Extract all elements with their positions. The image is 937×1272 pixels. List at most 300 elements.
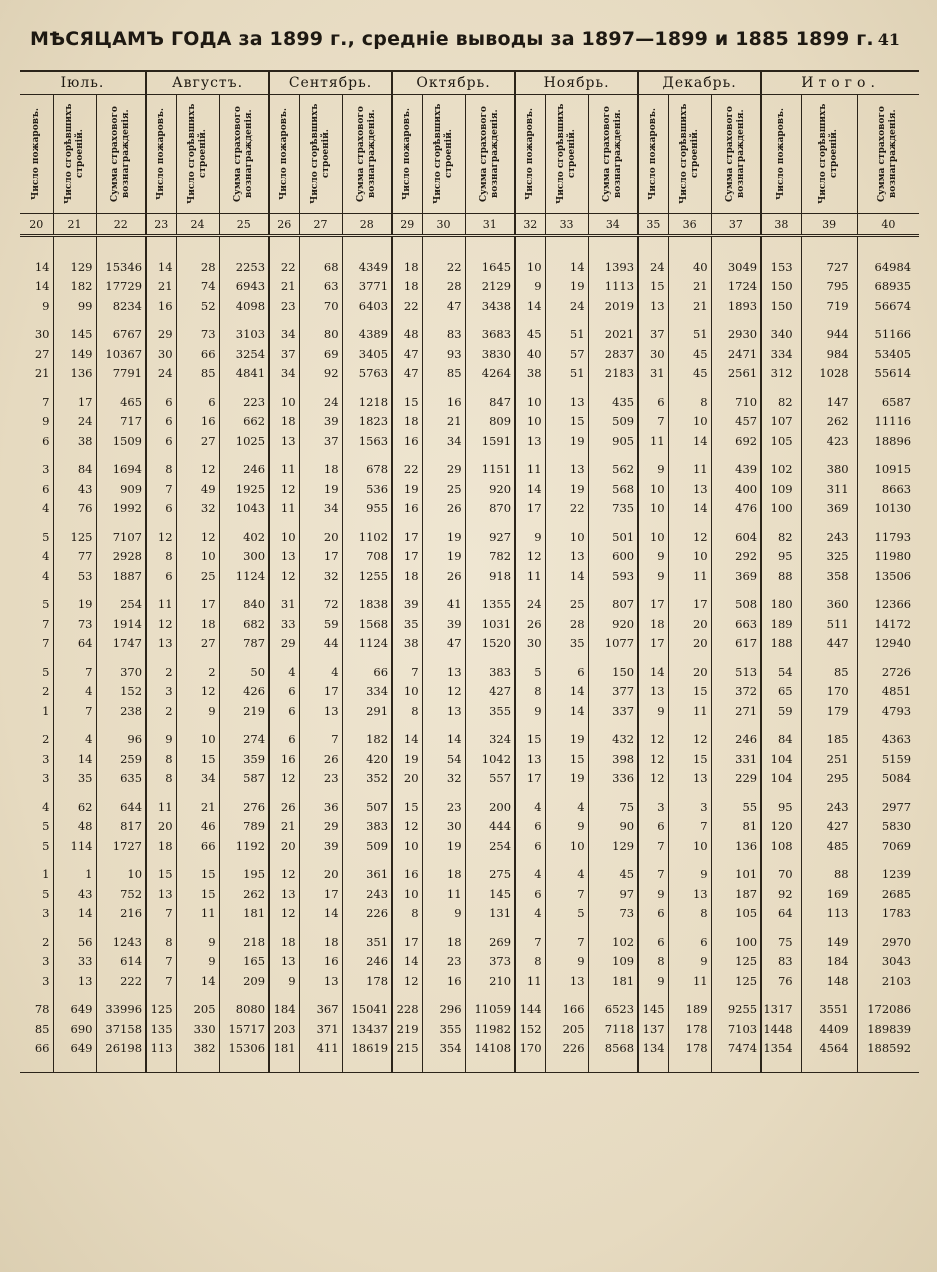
table-cell: 182 <box>53 277 96 297</box>
table-cell: 269 <box>465 932 515 952</box>
table-row <box>20 730 919 750</box>
column-header <box>219 95 269 214</box>
table-cell: 149 <box>801 932 857 952</box>
table-cell: 2471 <box>711 344 761 364</box>
table-cell: 99 <box>53 296 96 316</box>
table-cell: 1355 <box>465 595 515 615</box>
column-header <box>588 95 638 214</box>
table-cell: 355 <box>422 1019 465 1039</box>
table-cell: 12 <box>146 527 176 547</box>
table-cell: 787 <box>219 634 269 654</box>
table-cell: 3771 <box>342 277 392 297</box>
spacer-row <box>20 1058 919 1073</box>
table-cell: 35 <box>392 614 422 634</box>
table-cell: 4 <box>299 662 342 682</box>
table-cell: 180 <box>761 595 801 615</box>
table-cell: 32 <box>176 499 219 519</box>
table-cell: 13 <box>269 431 299 451</box>
table-cell: 1243 <box>96 932 146 952</box>
table-cell: 2561 <box>711 364 761 384</box>
table-cell: 6 <box>269 730 299 750</box>
table-cell: 39 <box>299 412 342 432</box>
table-cell: 172086 <box>857 1000 919 1020</box>
table-cell: 354 <box>422 1039 465 1059</box>
table-cell: 13 <box>146 634 176 654</box>
table-cell: 56674 <box>857 296 919 316</box>
table-cell: 200 <box>465 797 515 817</box>
table-cell: 905 <box>588 431 638 451</box>
table-cell: 11 <box>269 499 299 519</box>
table-cell: 7 <box>299 730 342 750</box>
spacer-row <box>20 383 919 392</box>
table-row <box>20 1019 919 1039</box>
table-cell: 513 <box>711 662 761 682</box>
table-cell: 18619 <box>342 1039 392 1059</box>
table-cell: 38 <box>392 634 422 654</box>
column-header-label: Число сгорѣвшихъ строеній. <box>555 103 577 205</box>
column-header-label: Число пожаровъ. <box>524 108 535 200</box>
table-cell: 296 <box>422 1000 465 1020</box>
table-cell: 14 <box>545 257 588 277</box>
table-cell: 83 <box>422 325 465 345</box>
table-cell: 708 <box>342 547 392 567</box>
table-cell: 13 <box>638 296 668 316</box>
table-cell: 6 <box>638 392 668 412</box>
table-cell: 411 <box>299 1039 342 1059</box>
table-cell: 10 <box>668 412 711 432</box>
table-cell: 5 <box>515 662 545 682</box>
column-header-label: Число пожаровъ. <box>30 108 41 200</box>
table-cell: 57 <box>545 344 588 364</box>
spacer-row <box>20 316 919 325</box>
table-cell: 7 <box>146 904 176 924</box>
table-cell: 420 <box>342 749 392 769</box>
table-cell: 78 <box>34 1002 50 1017</box>
table-cell: 1239 <box>857 865 919 885</box>
statistics-table <box>20 70 919 1073</box>
table-cell: 53405 <box>857 344 919 364</box>
table-cell: 33 <box>53 952 96 972</box>
table-cell: 10 <box>269 527 299 547</box>
table-cell: 37 <box>299 431 342 451</box>
table-cell: 150 <box>761 296 801 316</box>
table-cell: 7 <box>392 662 422 682</box>
table-cell: 12 <box>515 547 545 567</box>
table-cell: 17 <box>392 527 422 547</box>
table-cell: 12 <box>668 730 711 750</box>
table-cell: 14172 <box>857 614 919 634</box>
table-cell: 9 <box>668 952 711 972</box>
table-cell: 10 <box>392 682 422 702</box>
table-cell: 24 <box>299 392 342 412</box>
table-cell: 15717 <box>219 1019 269 1039</box>
table-cell: 7 <box>42 616 50 631</box>
table-cell: 557 <box>465 769 515 789</box>
table-cell: 1724 <box>711 277 761 297</box>
spacer-row <box>20 991 919 1000</box>
column-number: 26 <box>269 214 299 236</box>
table-cell: 47 <box>422 296 465 316</box>
column-number: 39 <box>801 214 857 236</box>
table-cell: 1520 <box>465 634 515 654</box>
table-cell: 33 <box>269 614 299 634</box>
table-cell: 222 <box>96 971 146 991</box>
table-row <box>20 566 919 586</box>
table-cell: 35 <box>53 769 96 789</box>
table-cell: 26 <box>422 499 465 519</box>
table-cell: 28 <box>422 277 465 297</box>
table-cell: 334 <box>761 344 801 364</box>
table-cell: 238 <box>96 701 146 721</box>
table-cell: 185 <box>801 730 857 750</box>
table-cell: 25 <box>545 595 588 615</box>
table-cell: 15 <box>392 797 422 817</box>
table-cell: 508 <box>711 595 761 615</box>
table-cell: 1887 <box>96 566 146 586</box>
table-cell: 24 <box>53 412 96 432</box>
table-cell: 312 <box>761 364 801 384</box>
table-cell: 587 <box>219 769 269 789</box>
table-cell: 1028 <box>801 364 857 384</box>
table-cell: 6523 <box>588 1000 638 1020</box>
table-row <box>20 682 919 702</box>
table-row <box>20 701 919 721</box>
table-cell: 17 <box>176 595 219 615</box>
table-cell: 15041 <box>342 1000 392 1020</box>
table-cell: 54 <box>761 662 801 682</box>
table-cell: 12 <box>392 971 422 991</box>
column-number: 29 <box>392 214 422 236</box>
table-cell: 12 <box>146 614 176 634</box>
table-cell: 16 <box>422 971 465 991</box>
table-row <box>20 392 919 412</box>
table-cell: 18 <box>392 412 422 432</box>
spacer-row <box>20 586 919 595</box>
table-cell: 9 <box>638 884 668 904</box>
table-cell: 169 <box>801 884 857 904</box>
table-cell: 219 <box>392 1019 422 1039</box>
table-cell: 5084 <box>857 769 919 789</box>
table-cell: 226 <box>342 904 392 924</box>
table-cell: 604 <box>711 527 761 547</box>
spacer-row <box>20 923 919 932</box>
table-cell: 11 <box>668 971 711 991</box>
table-row <box>20 817 919 837</box>
table-cell: 1448 <box>761 1019 801 1039</box>
table-cell: 14 <box>146 257 176 277</box>
table-cell: 48 <box>53 817 96 837</box>
table-cell: 145 <box>465 884 515 904</box>
table-cell: 2928 <box>96 547 146 567</box>
table-cell: 105 <box>761 431 801 451</box>
table-cell: 14 <box>53 904 96 924</box>
table-cell: 36 <box>299 797 342 817</box>
table-cell: 4841 <box>219 364 269 384</box>
table-cell: 2 <box>42 684 50 699</box>
table-cell: 14108 <box>465 1039 515 1059</box>
table-cell: 68935 <box>857 277 919 297</box>
table-cell: 4851 <box>857 682 919 702</box>
table-cell: 18 <box>638 614 668 634</box>
table-cell: 2 <box>146 701 176 721</box>
table-cell: 6 <box>146 499 176 519</box>
table-cell: 9 <box>545 817 588 837</box>
table-cell: 2129 <box>465 277 515 297</box>
table-cell: 955 <box>342 499 392 519</box>
month-group-row <box>20 71 919 95</box>
table-cell: 109 <box>588 952 638 972</box>
group-header: Итого. <box>761 71 919 95</box>
table-cell: 39 <box>422 614 465 634</box>
table-cell: 1591 <box>465 431 515 451</box>
table-cell: 37158 <box>96 1019 146 1039</box>
table-cell: 6 <box>638 932 668 952</box>
table-cell: 1893 <box>711 296 761 316</box>
table-cell: 113 <box>146 1039 176 1059</box>
table-cell: 188592 <box>857 1039 919 1059</box>
table-cell: 189839 <box>857 1019 919 1039</box>
column-number: 33 <box>545 214 588 236</box>
column-number: 30 <box>422 214 465 236</box>
table-row <box>20 1039 919 1059</box>
table-cell: 324 <box>465 730 515 750</box>
table-cell: 18 <box>422 932 465 952</box>
table-cell: 7 <box>42 394 50 409</box>
column-header-label: Число сгорѣвшихъ строеній. <box>63 103 85 205</box>
table-cell: 39 <box>299 836 342 856</box>
table-cell: 66 <box>342 662 392 682</box>
table-cell: 12 <box>269 865 299 885</box>
table-cell: 3 <box>42 973 50 988</box>
table-cell: 23 <box>269 296 299 316</box>
table-cell: 6943 <box>219 277 269 297</box>
table-cell: 24 <box>545 296 588 316</box>
table-cell: 150 <box>588 662 638 682</box>
table-cell: 12 <box>176 682 219 702</box>
table-cell: 17 <box>515 769 545 789</box>
spacer-row <box>20 788 919 797</box>
table-cell: 4 <box>42 799 50 814</box>
table-cell: 96 <box>96 730 146 750</box>
table-cell: 29 <box>422 460 465 480</box>
table-cell: 6 <box>269 682 299 702</box>
table-cell: 2837 <box>588 344 638 364</box>
table-cell: 432 <box>588 730 638 750</box>
table-cell: 295 <box>801 769 857 789</box>
table-cell: 369 <box>801 499 857 519</box>
table-cell: 11 <box>668 460 711 480</box>
table-cell: 11 <box>668 701 711 721</box>
table-cell: 400 <box>711 479 761 499</box>
column-header-label: Число сгорѣвшихъ строеній. <box>818 103 840 205</box>
table-cell: 21 <box>668 296 711 316</box>
table-cell: 4 <box>269 662 299 682</box>
table-cell: 12 <box>176 460 219 480</box>
table-cell: 336 <box>588 769 638 789</box>
spacer-row <box>20 236 919 258</box>
table-cell: 68 <box>299 257 342 277</box>
table-cell: 1077 <box>588 634 638 654</box>
table-cell: 88 <box>801 865 857 885</box>
column-header-label: Сумма страхового вознагражденія. <box>724 106 746 202</box>
table-cell: 17 <box>299 884 342 904</box>
table-cell: 11059 <box>465 1000 515 1020</box>
table-cell: 11 <box>269 460 299 480</box>
table-cell: 102 <box>761 460 801 480</box>
table-cell: 17 <box>392 547 422 567</box>
table-cell: 10 <box>269 392 299 412</box>
table-cell: 18896 <box>857 431 919 451</box>
table-cell: 105 <box>711 904 761 924</box>
table-cell: 215 <box>392 1039 422 1059</box>
table-cell: 311 <box>801 479 857 499</box>
table-cell: 24 <box>515 595 545 615</box>
table-cell: 372 <box>711 682 761 702</box>
table-cell: 1783 <box>857 904 919 924</box>
table-cell: 11 <box>515 566 545 586</box>
table-cell: 427 <box>465 682 515 702</box>
table-cell: 32 <box>299 566 342 586</box>
table-cell: 13 <box>638 682 668 702</box>
column-header-label: Число сгорѣвшихъ строеній. <box>309 103 331 205</box>
table-cell: 6 <box>638 817 668 837</box>
table-cell: 13 <box>269 884 299 904</box>
table-cell: 6 <box>176 392 219 412</box>
table-cell: 4 <box>515 865 545 885</box>
table-cell: 13 <box>545 971 588 991</box>
table-cell: 8 <box>668 904 711 924</box>
table-cell: 7 <box>515 932 545 952</box>
table-cell: 13 <box>422 701 465 721</box>
table-cell: 20 <box>146 817 176 837</box>
table-cell: 147 <box>801 392 857 412</box>
table-cell: 27 <box>176 634 219 654</box>
table-cell: 9 <box>422 904 465 924</box>
table-cell: 2 <box>42 732 50 747</box>
table-cell: 1727 <box>96 836 146 856</box>
table-cell: 109 <box>761 479 801 499</box>
table-cell: 18 <box>146 836 176 856</box>
table-cell: 16 <box>176 412 219 432</box>
table-cell: 6 <box>146 412 176 432</box>
table-cell: 150 <box>761 277 801 297</box>
spacer-row <box>20 653 919 662</box>
table-cell: 15 <box>638 277 668 297</box>
column-header-label: Сумма страхового вознагражденія. <box>232 106 254 202</box>
table-cell: 4349 <box>342 257 392 277</box>
table-cell: 19 <box>422 547 465 567</box>
table-cell: 31 <box>269 595 299 615</box>
table-cell: 9 <box>176 701 219 721</box>
table-row <box>20 634 919 654</box>
table-cell: 359 <box>219 749 269 769</box>
page-title: МѢСЯЦАМЪ ГОДА за 1899 г., средніе выводы за 1897—1899 и 1885 1899 г. <box>30 28 874 50</box>
table-cell: 219 <box>219 701 269 721</box>
table-cell: 8 <box>668 392 711 412</box>
table-cell: 181 <box>219 904 269 924</box>
table-cell: 274 <box>219 730 269 750</box>
table-cell: 129 <box>588 836 638 856</box>
table-cell: 29 <box>269 634 299 654</box>
table-cell: 373 <box>465 952 515 972</box>
table-cell: 9 <box>176 932 219 952</box>
table-cell: 383 <box>342 817 392 837</box>
table-cell: 1925 <box>219 479 269 499</box>
table-cell: 4 <box>53 730 96 750</box>
table-cell: 15 <box>176 749 219 769</box>
table-cell: 22 <box>422 257 465 277</box>
table-row <box>20 460 919 480</box>
table-cell: 181 <box>588 971 638 991</box>
table-cell: 18 <box>269 412 299 432</box>
table-cell: 11 <box>515 460 545 480</box>
table-cell: 73 <box>53 614 96 634</box>
table-cell: 228 <box>392 1000 422 1020</box>
table-cell: 73 <box>176 325 219 345</box>
table-cell: 46 <box>176 817 219 837</box>
table-cell: 62 <box>53 797 96 817</box>
table-cell: 562 <box>588 460 638 480</box>
table-cell: 152 <box>96 682 146 702</box>
table-cell: 6 <box>668 932 711 952</box>
table-row <box>20 797 919 817</box>
table-cell: 170 <box>515 1039 545 1059</box>
table-cell: 10 <box>176 547 219 567</box>
table-cell: 40 <box>668 257 711 277</box>
table-cell: 11 <box>146 797 176 817</box>
table-cell: 291 <box>342 701 392 721</box>
table-cell: 1823 <box>342 412 392 432</box>
table-cell: 27 <box>176 431 219 451</box>
table-cell: 11116 <box>857 412 919 432</box>
column-header <box>711 95 761 214</box>
table-cell: 14 <box>53 749 96 769</box>
table-cell: 13 <box>146 884 176 904</box>
table-cell: 43 <box>53 884 96 904</box>
table-cell: 254 <box>96 595 146 615</box>
table-cell: 14 <box>392 952 422 972</box>
column-header <box>299 95 342 214</box>
table-cell: 6 <box>515 884 545 904</box>
group-header: Ноябрь. <box>515 71 638 95</box>
table-cell: 457 <box>711 412 761 432</box>
table-cell: 108 <box>761 836 801 856</box>
table-cell: 5 <box>42 664 50 679</box>
table-cell: 100 <box>711 932 761 952</box>
table-cell: 6 <box>515 836 545 856</box>
table-cell: 2685 <box>857 884 919 904</box>
table-cell: 243 <box>801 797 857 817</box>
table-cell: 1102 <box>342 527 392 547</box>
table-cell: 114 <box>53 836 96 856</box>
table-cell: 184 <box>269 1000 299 1020</box>
table-cell: 12 <box>269 479 299 499</box>
table-cell: 6 <box>146 566 176 586</box>
column-header-label: Число сгорѣвшихъ строеній. <box>432 103 454 205</box>
table-cell: 51 <box>668 325 711 345</box>
table-cell: 21 <box>34 366 50 381</box>
table-cell: 920 <box>588 614 638 634</box>
table-cell: 6 <box>42 481 50 496</box>
table-cell: 104 <box>761 749 801 769</box>
table-cell: 45 <box>668 344 711 364</box>
column-header-label: Число пожаровъ. <box>775 108 786 200</box>
table-cell: 10 <box>668 836 711 856</box>
table-cell: 102 <box>588 932 638 952</box>
table-cell: 3 <box>42 462 50 477</box>
table-cell: 26 <box>299 749 342 769</box>
table-cell: 439 <box>711 460 761 480</box>
